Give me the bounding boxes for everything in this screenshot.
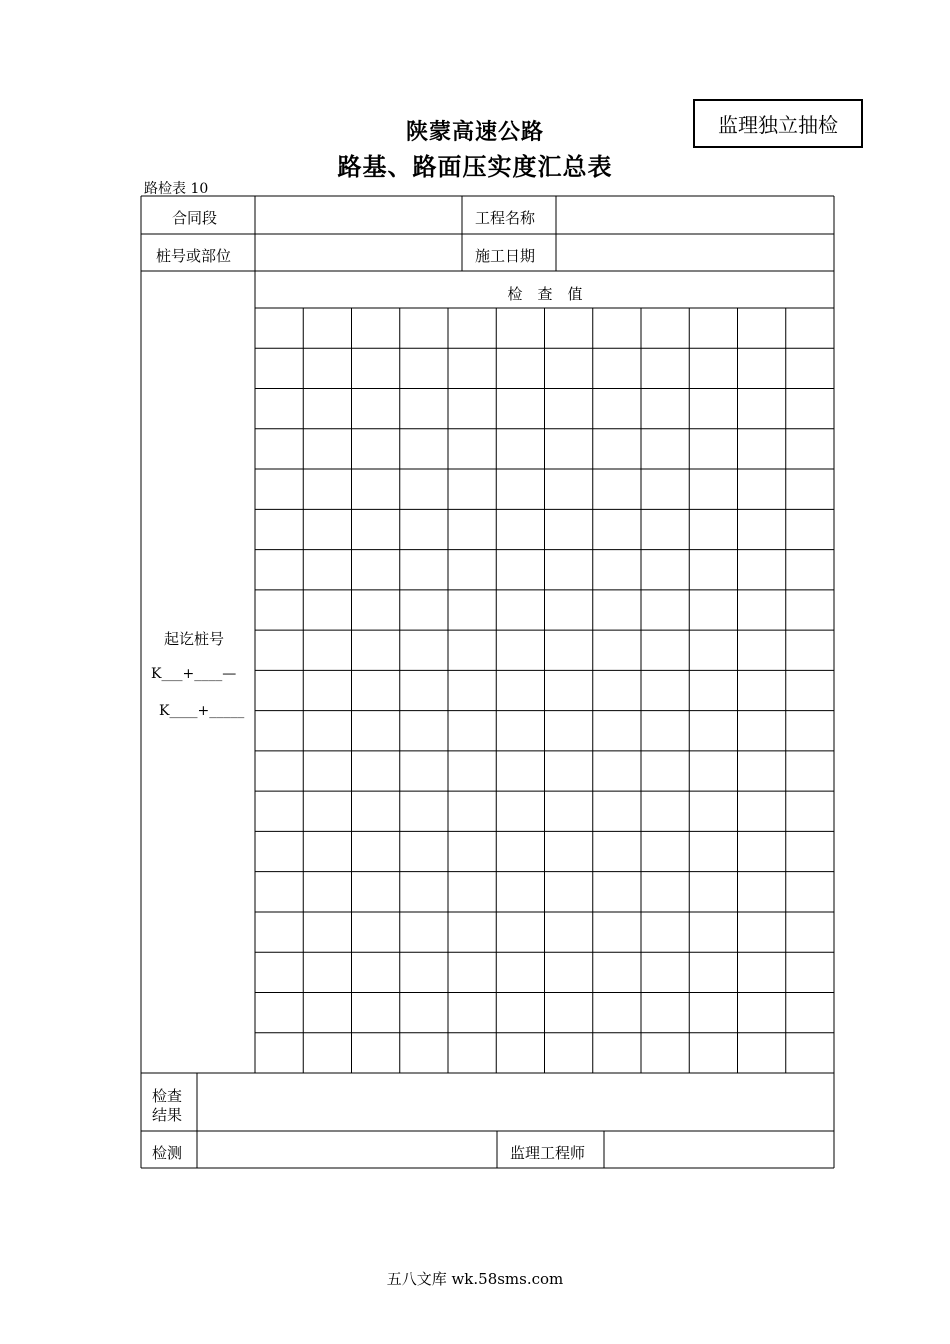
page-title: 陕蒙高速公路 [405,120,544,145]
station-range-end: K____+_____ [159,703,245,719]
supervision-stamp: 监理独立抽检 [693,99,863,148]
page-subtitle: 路基、路面压实度汇总表 [337,153,613,181]
check-values-header: 检 查 值 [507,285,583,303]
check-result-label-2: 结果 [152,1106,183,1124]
footer-watermark: 五八文库 wk.58sms.com [386,1270,564,1288]
station-or-part-label: 桩号或部位 [156,247,232,265]
check-result-label-1: 检查 [152,1087,183,1105]
station-range-start: K___+____— [151,666,237,682]
project-name-label: 工程名称 [475,209,536,227]
inspector-label: 检测 [152,1144,183,1162]
station-range-label: 起讫桩号 [164,630,225,648]
form-number: 路检表 10 [144,181,209,197]
contract-section-label: 合同段 [172,209,218,227]
supervisor-label: 监理工程师 [510,1144,586,1162]
construction-date-label: 施工日期 [475,247,536,265]
